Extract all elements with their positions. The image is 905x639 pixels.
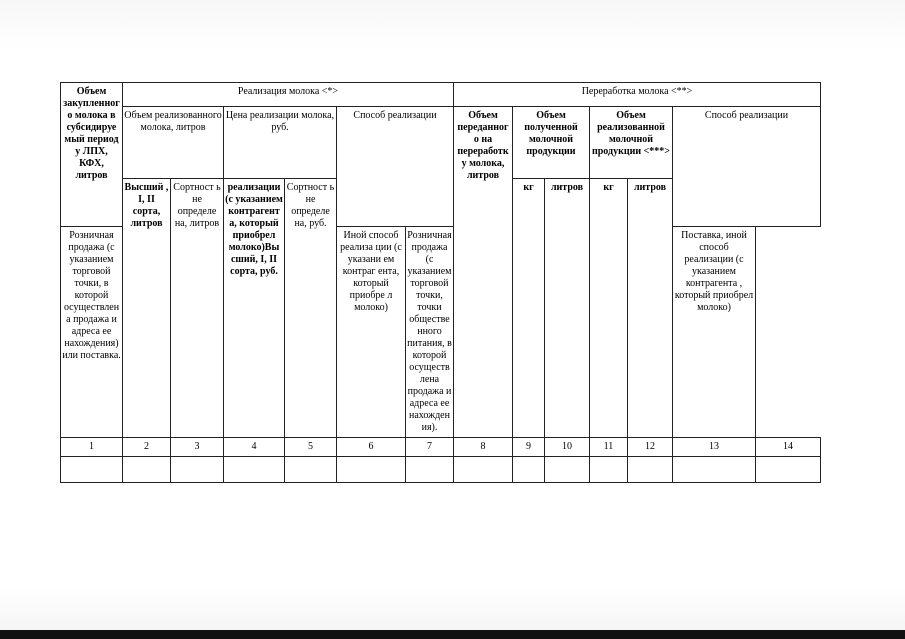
header-sale-method: Способ реализации: [337, 107, 454, 227]
column-number: 1: [61, 438, 123, 457]
column-number-row: [61, 438, 821, 457]
header-milk-sale: Реализация молока <*>: [123, 83, 454, 107]
empty-cell: [61, 457, 123, 483]
empty-cell: [123, 457, 171, 483]
subheader-c12: литров: [628, 179, 673, 438]
column-number: 6: [337, 438, 406, 457]
column-number: 8: [454, 438, 513, 457]
subheader-c7: Иной способ реализа ции (с указани ем контраг ента, который приобре л молоко): [337, 227, 406, 438]
data-row-empty: [61, 457, 821, 483]
header-milk-processing: Переработка молока <**>: [454, 83, 821, 107]
empty-cell: [454, 457, 513, 483]
column-number: 10: [545, 438, 590, 457]
subheader-c2: Высший , I, II сорта, литров: [123, 179, 171, 438]
empty-cell: [513, 457, 545, 483]
milk-report-table: [60, 82, 821, 483]
empty-cell: [756, 457, 821, 483]
column-number: 2: [123, 438, 171, 457]
subheader-c5: Сортност ь не определе на, руб.: [285, 179, 337, 438]
column-number: 14: [756, 438, 821, 457]
empty-cell: [337, 457, 406, 483]
scan-bottom-edge: [0, 630, 905, 639]
column-number: 3: [171, 438, 224, 457]
column-number: 7: [406, 438, 454, 457]
column-number: 4: [224, 438, 285, 457]
subheader-c4: реализации (с указанием контрагент а, который приобрел молоко)Вы сший, I, II сорта, руб.: [224, 179, 285, 438]
header-sold-products: Объем реализованной молочной продукции <***>: [590, 107, 673, 179]
subheader-c9: кг: [513, 179, 545, 438]
empty-cell: [628, 457, 673, 483]
header-processing-transferred: Объем переданног о на переработк у молока, литров: [454, 107, 513, 438]
empty-cell: [406, 457, 454, 483]
header-sale-price: Цена реализации молока, руб.: [224, 107, 337, 179]
header-processing-method: Способ реализации: [673, 107, 821, 227]
header-sale-volume: Объем реализованного молока, литров: [123, 107, 224, 179]
empty-cell: [171, 457, 224, 483]
subheader-c10: литров: [545, 179, 590, 438]
column-number: 5: [285, 438, 337, 457]
subheader-c13: Розничная продажа (с указанием торговой точки, точки общественного питания, в которой осуществлена продажа и адреса ее нахождения).: [406, 227, 454, 438]
subheader-c6: Розничная продажа (с указанием торговой точки, в которой осуществлен а продажа и адреса ее нахождения) или поставка.: [61, 227, 123, 438]
subheader-c11: кг: [590, 179, 628, 438]
subheader-c14: Поставка, иной способ реализации (с указанием контрагента , который приобрел молоко): [673, 227, 756, 438]
header-purchased-volume: Объем закупленног о молока в субсидируе мый период у ЛПХ, КФХ, литров: [61, 83, 123, 227]
empty-cell: [545, 457, 590, 483]
empty-cell: [224, 457, 285, 483]
header-received-products: Объем полученной молочной продукции: [513, 107, 590, 179]
column-number: 11: [590, 438, 628, 457]
column-number: 12: [628, 438, 673, 457]
empty-cell: [285, 457, 337, 483]
subheader-c3: Сортност ь не определе на, литров: [171, 179, 224, 438]
empty-cell: [673, 457, 756, 483]
empty-cell: [590, 457, 628, 483]
column-number: 9: [513, 438, 545, 457]
column-number: 13: [673, 438, 756, 457]
